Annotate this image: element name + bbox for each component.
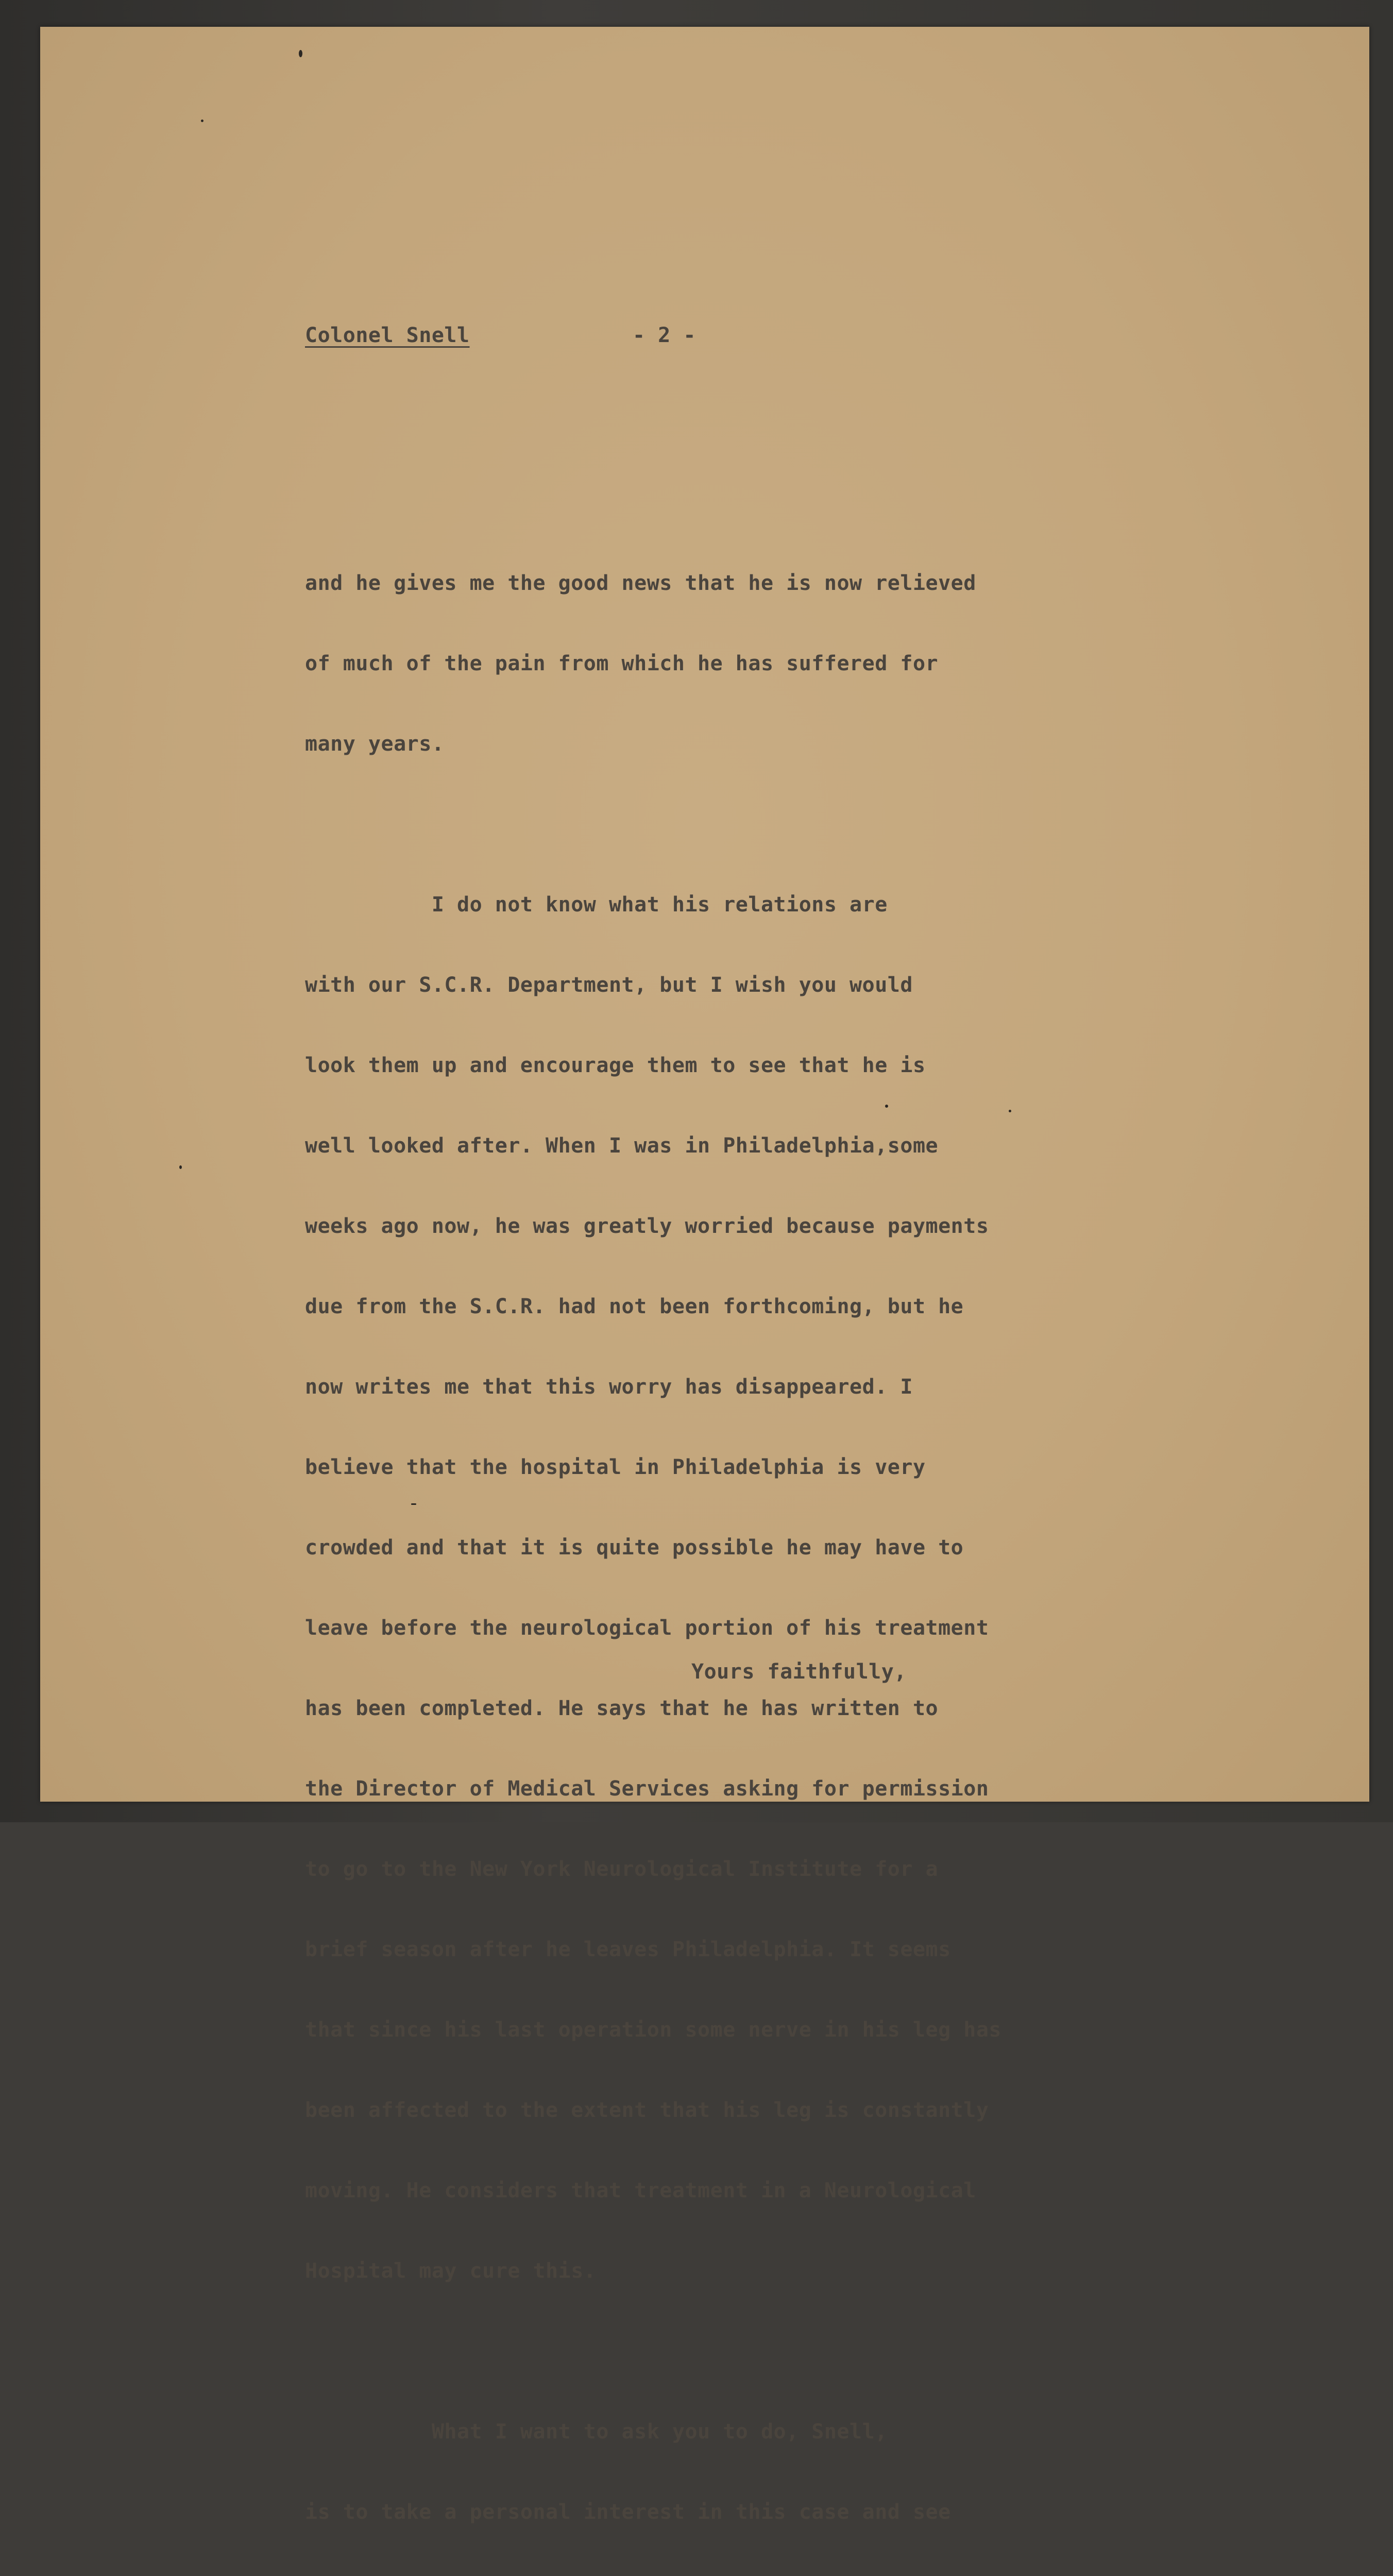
body-line: Hospital may cure this. xyxy=(305,2259,597,2283)
body-line: brief season after he leaves Philadelphia. It seems xyxy=(305,1938,951,1961)
body-line xyxy=(305,811,1001,838)
body-line: due from the S.C.R. had not been forthcoming, but he xyxy=(305,1295,964,1318)
paper-speck xyxy=(179,1165,182,1169)
body-line: moving. He considers that treatment in a Neurological xyxy=(305,2179,976,2202)
body-line: has been completed. He says that he has written to xyxy=(305,1697,939,1720)
body-line: look them up and encourage them to see that he is xyxy=(305,1054,926,1077)
body-line: is to take a personal interest in this case and see xyxy=(305,2500,951,2524)
body-line xyxy=(305,2338,1001,2365)
page-number: - 2 - xyxy=(633,324,696,347)
body-line: been affected to the extent that his leg is constantly xyxy=(305,2098,989,2122)
body-line: now writes me that this worry has disappeared. I xyxy=(305,1375,913,1399)
body-line: weeks ago now, he was greatly worried because payments xyxy=(305,1214,989,1238)
body-line: believe that the hospital in Philadelphia is very xyxy=(305,1455,926,1479)
closing-salutation: Yours faithfully, xyxy=(691,1660,907,1684)
body-line: with our S.C.R. Department, but I wish you would xyxy=(305,973,913,997)
body-line: that since his last operation some nerve in his leg has xyxy=(305,2018,1002,2042)
header-recipient: Colonel Snell xyxy=(305,324,470,347)
body-line: What I want to ask you to do, Snell, xyxy=(305,2420,888,2444)
body-line: and he gives me the good news that he is now relieved xyxy=(305,571,976,595)
body-line: many years. xyxy=(305,732,445,756)
body-line: crowded and that it is quite possible he may have to xyxy=(305,1536,964,1560)
body-line: leave before the neurological portion of his treatment xyxy=(305,1616,989,1640)
paper-speck xyxy=(299,50,302,57)
body-line: to go to the New York Neurological Institute for a xyxy=(305,1857,939,1881)
body-line: I do not know what his relations are xyxy=(305,893,888,917)
body-line: of much of the pain from which he has suffered for xyxy=(305,652,939,675)
paper-speck xyxy=(1009,1110,1011,1112)
letter-body xyxy=(305,516,1001,2576)
body-line: well looked after. When I was in Philadelphia,some xyxy=(305,1134,939,1158)
paper-speck xyxy=(201,120,203,122)
body-line: the Director of Medical Services asking for permission xyxy=(305,1777,989,1801)
